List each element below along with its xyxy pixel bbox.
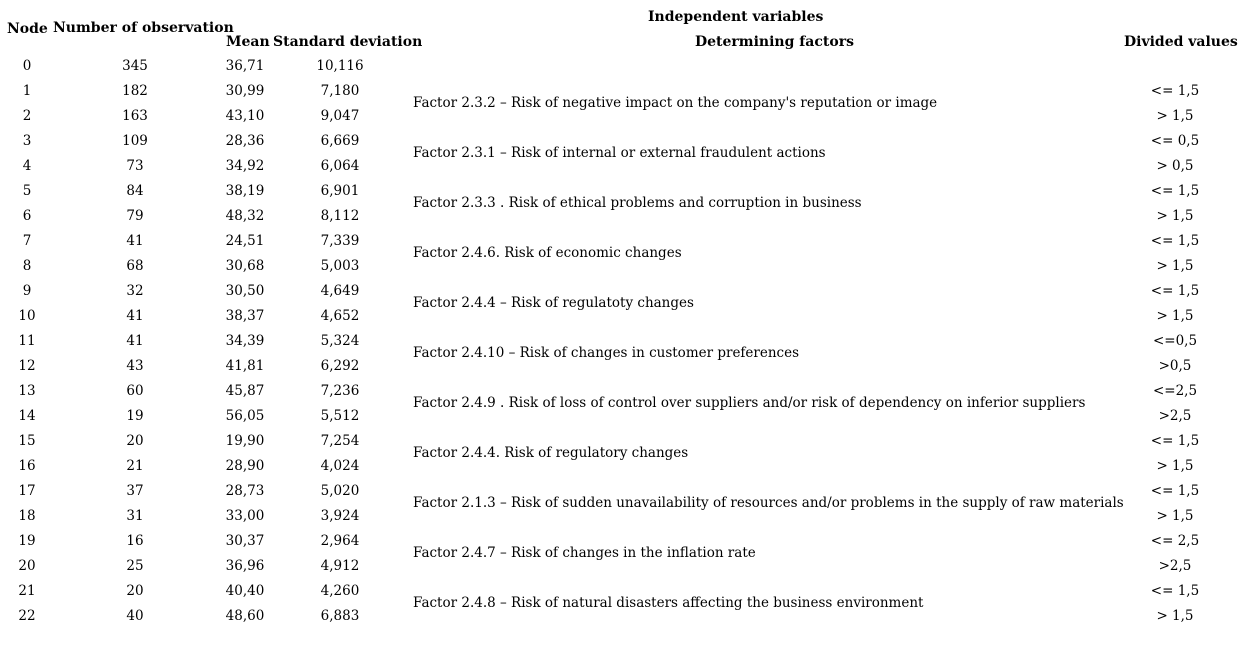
cell-sd: 4,260 [320,583,360,599]
cell-mean: 28,36 [225,133,265,149]
cell-div: > 1,5 [1156,608,1194,624]
cell-sd: 7,180 [320,83,360,99]
cell-mean: 48,32 [225,208,265,224]
cell-mean: 34,39 [225,333,265,349]
cell-mean: 48,60 [225,608,265,624]
cell-node: 4 [22,158,32,174]
cell-sd: 6,901 [320,183,360,199]
cell-div: <=0,5 [1152,333,1198,349]
factor-label: Factor 2.4.6. Risk of economic changes [413,245,682,261]
header-mean: Mean [226,34,270,50]
cell-div: >2,5 [1158,408,1192,424]
factor-label: Factor 2.4.8 – Risk of natural disasters affecting the business environment [413,595,924,611]
cell-obs: 31 [126,508,144,524]
header-observations: Number of observation [53,20,234,36]
cell-obs: 32 [126,283,144,299]
header-divided-values: Divided values [1124,34,1238,50]
factor-label: Factor 2.1.3 – Risk of sudden unavailability of resources and/or problems in the supply of raw materials [413,495,1124,511]
cell-node: 18 [18,508,36,524]
cell-node: 3 [22,133,32,149]
cell-sd: 9,047 [320,108,360,124]
cell-div: > 0,5 [1156,158,1194,174]
cell-sd: 6,292 [320,358,360,374]
header-node: Node [7,21,48,37]
cell-node: 14 [18,408,36,424]
cell-obs: 43 [126,358,144,374]
cell-mean: 45,87 [225,383,265,399]
cell-div: <= 1,5 [1150,483,1200,499]
cell-obs: 109 [122,133,148,149]
factor-label: Factor 2.4.4. Risk of regulatory changes [413,445,689,461]
cell-sd: 4,649 [320,283,360,299]
header-determining-factors: Determining factors [695,34,854,50]
cell-obs: 73 [126,158,144,174]
cell-sd: 5,003 [320,258,360,274]
cell-node: 5 [22,183,32,199]
factor-label: Factor 2.4.9 . Risk of loss of control over suppliers and/or risk of dependency on inferior suppliers [413,395,1086,411]
factor-label: Factor 2.4.7 – Risk of changes in the inflation rate [413,545,756,561]
cell-div: > 1,5 [1156,108,1194,124]
cell-mean: 38,19 [225,183,265,199]
cell-mean: 38,37 [225,308,265,324]
header-std-deviation: Standard deviation [273,34,423,50]
cell-node: 10 [18,308,36,324]
factor-label: Factor 2.3.1 – Risk of internal or external fraudulent actions [413,145,826,161]
cell-obs: 41 [126,308,144,324]
cell-div: <= 1,5 [1150,433,1200,449]
cell-sd: 4,024 [320,458,360,474]
cell-node: 15 [18,433,36,449]
cell-node: 1 [22,83,32,99]
cell-sd: 10,116 [316,58,364,74]
cell-mean: 30,50 [225,283,265,299]
cell-obs: 21 [126,458,144,474]
cell-node: 8 [22,258,32,274]
cell-mean: 56,05 [225,408,265,424]
cell-obs: 41 [126,233,144,249]
cell-node: 13 [18,383,36,399]
cell-node: 17 [18,483,36,499]
cell-obs: 84 [126,183,144,199]
cell-div: > 1,5 [1156,208,1194,224]
cell-div: <= 1,5 [1150,583,1200,599]
cell-node: 6 [22,208,32,224]
cell-obs: 182 [122,83,148,99]
cell-obs: 345 [122,58,148,74]
cell-obs: 40 [126,608,144,624]
cell-sd: 7,339 [320,233,360,249]
cell-node: 22 [18,608,36,624]
cell-mean: 28,73 [225,483,265,499]
cell-obs: 163 [122,108,148,124]
cell-node: 21 [18,583,36,599]
cell-div: <=2,5 [1152,383,1198,399]
cell-obs: 37 [126,483,144,499]
cell-node: 0 [22,58,32,74]
cell-div: <= 1,5 [1150,233,1200,249]
cell-div: <= 1,5 [1150,83,1200,99]
cell-div: >2,5 [1158,558,1192,574]
factor-label: Factor 2.4.4 – Risk of regulatoty changes [413,295,694,311]
factor-label: Factor 2.3.3 . Risk of ethical problems and corruption in business [413,195,862,211]
cell-div: > 1,5 [1156,258,1194,274]
cell-div: > 1,5 [1156,508,1194,524]
cell-node: 12 [18,358,36,374]
cell-obs: 20 [126,583,144,599]
cell-obs: 68 [126,258,144,274]
cell-mean: 33,00 [225,508,265,524]
cell-mean: 40,40 [225,583,265,599]
cell-mean: 43,10 [225,108,265,124]
cell-mean: 34,92 [225,158,265,174]
cell-obs: 60 [126,383,144,399]
cell-div: <= 0,5 [1150,133,1200,149]
cell-mean: 41,81 [225,358,265,374]
factor-label: Factor 2.3.2 – Risk of negative impact on the company's reputation or image [413,95,938,111]
cell-sd: 7,254 [320,433,360,449]
cell-node: 9 [22,283,32,299]
cell-sd: 4,652 [320,308,360,324]
cell-node: 16 [18,458,36,474]
cell-div: >0,5 [1158,358,1192,374]
cell-node: 7 [22,233,32,249]
cell-sd: 5,020 [320,483,360,499]
cell-sd: 5,324 [320,333,360,349]
cell-obs: 20 [126,433,144,449]
cell-node: 20 [18,558,36,574]
cell-mean: 36,96 [225,558,265,574]
cell-div: <= 2,5 [1150,533,1200,549]
cell-sd: 6,883 [320,608,360,624]
cell-mean: 30,99 [225,83,265,99]
cell-sd: 7,236 [320,383,360,399]
factor-label: Factor 2.4.10 – Risk of changes in customer preferences [413,345,800,361]
cell-node: 2 [22,108,32,124]
header-independent-variables: Independent variables [648,9,824,25]
cell-obs: 25 [126,558,144,574]
cell-sd: 3,924 [320,508,360,524]
cell-div: <= 1,5 [1150,283,1200,299]
cell-mean: 19,90 [225,433,265,449]
cell-sd: 6,669 [320,133,360,149]
cell-obs: 41 [126,333,144,349]
cell-sd: 8,112 [320,208,360,224]
cell-sd: 6,064 [320,158,360,174]
cell-div: <= 1,5 [1150,183,1200,199]
cell-mean: 36,71 [225,58,265,74]
cell-obs: 19 [126,408,144,424]
cell-mean: 28,90 [225,458,265,474]
cell-div: > 1,5 [1156,458,1194,474]
cell-obs: 16 [126,533,144,549]
cell-div: > 1,5 [1156,308,1194,324]
cell-obs: 79 [126,208,144,224]
cell-sd: 2,964 [320,533,360,549]
cell-mean: 24,51 [225,233,265,249]
cell-mean: 30,68 [225,258,265,274]
cell-sd: 5,512 [320,408,360,424]
cell-node: 19 [18,533,36,549]
cell-node: 11 [18,333,36,349]
cell-sd: 4,912 [320,558,360,574]
cell-mean: 30,37 [225,533,265,549]
